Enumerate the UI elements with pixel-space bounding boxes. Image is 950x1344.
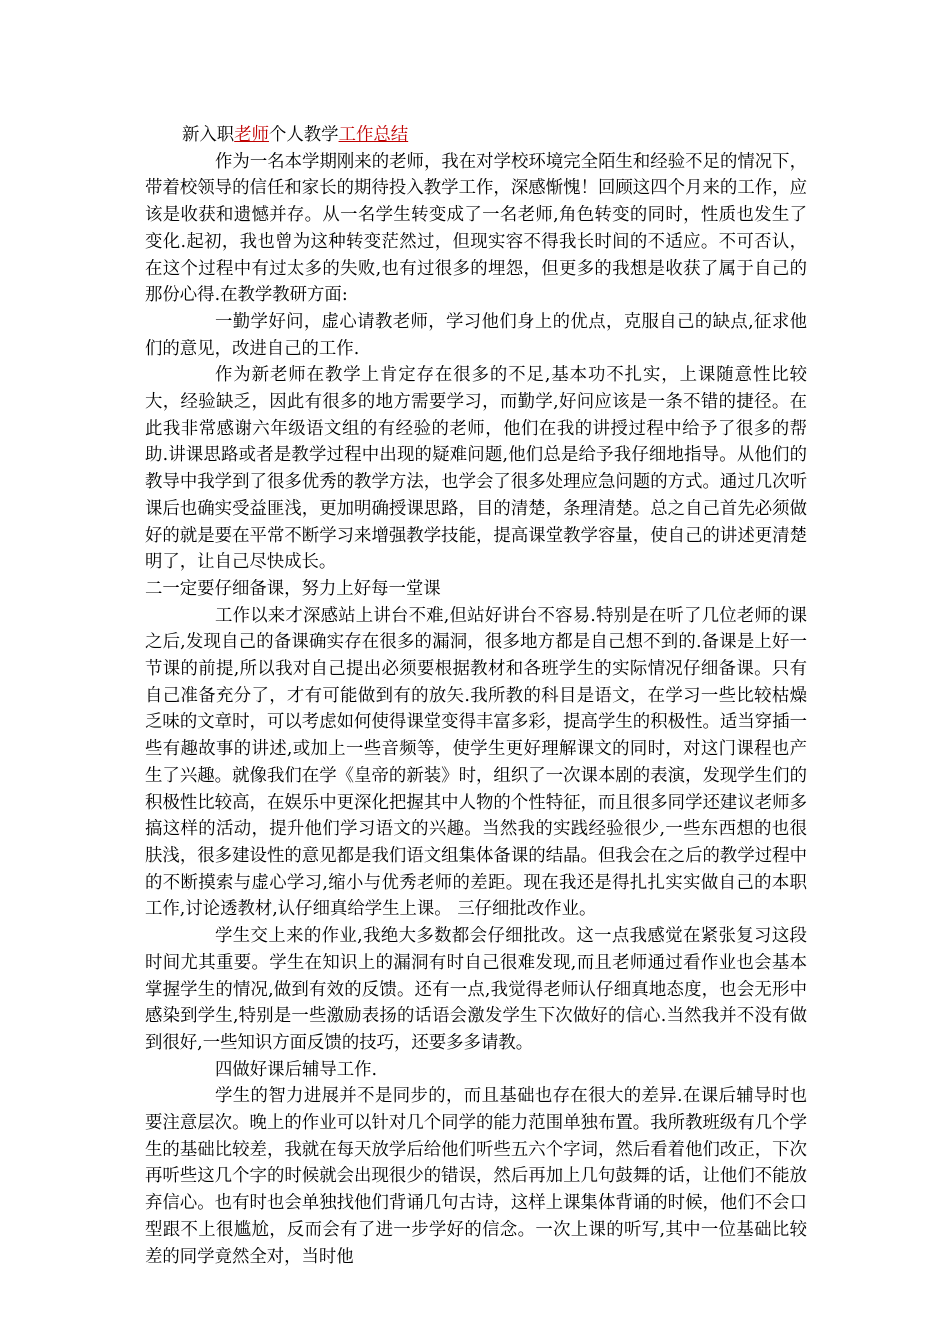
document-page (145, 122, 807, 1270)
document-title (145, 122, 807, 149)
paragraph-section-4-body: 学生的智力进展并不是同步的，而且基础也存在很大的差异.在课后辅导时也要注意层次。晚上的作业可以针对几个同学的能力范围单独布置。我所教班级有几个学生的基础比较差，我就在每天放学后给他们听些五六个字词，然后看着他们改正，下次再听些这几个字的时候就会出现很少的错误，然后再加上几句鼓舞的话，让他们不能放弃信心。也有时也会单独找他们背诵几句古诗，这样上课集体背诵的时候，他们不会口型跟不上很尴尬，反而会有了进一步学好的信念。一次上课的听写,其中一位基础比较差的同学竟然全对，当时他 (145, 1086, 807, 1267)
paragraph-section-3-body: 学生交上来的作业,我绝大多数都会仔细批改。这一点我感觉在紧张复习这段时间尤其重要。学生在知识上的漏洞有时自己很难发现,而且老师通过看作业也会基本掌握学生的情况,做到有效的反馈。还有一点,我觉得老师认仔细真地态度，也会无形中感染到学生,特别是一些激励表扬的话语会激发学生下次做好的信心.当然我并不没有做到很好,一些知识方面反馈的技巧，还要多多请教。 (145, 926, 807, 1053)
title-link-work-summary[interactable]: 工作总结 (338, 125, 409, 145)
paragraph-section-1-heading: 一勤学好问，虚心请教老师，学习他们身上的优点，克服自己的缺点,征求他们的意见，改进自己的工作. (145, 311, 807, 359)
paragraph-intro: 作为一名本学期刚来的老师，我在对学校环境完全陌生和经验不足的情况下，带着校领导的信任和家长的期待投入教学工作，深感惭愧！回顾这四个月来的工作，应该是收获和遗憾并存。从一名学生转变成了一名老师,角色转变的同时，性质也发生了变化.起初，我也曾为这种转变茫然过，但现实容不得我长时间的不适应。不可否认，在这个过程中有过太多的失败,也有过很多的埋怨，但更多的我想是收获了属于自己的那份心得.在教学教研方面: (145, 151, 807, 306)
paragraph-section-2-body: 工作以来才深感站上讲台不难,但站好讲台不容易.特别是在听了几位老师的课之后,发现自己的备课确实存在很多的漏洞，很多地方都是自己想不到的.备课是上好一节课的前提,所以我对自己提出必须要根据教材和各班学生的实际情况仔细备课。只有自己准备充分了，才有可能做到有的放矢.我所教的科目是语文，在学习一些比较枯燥乏味的文章时，可以考虑如何使得课堂变得丰富多彩，提高学生的积极性。适当穿插一些有趣故事的讲述,或加上一些音频等，使学生更好理解课文的同时，对这门课程也产生了兴趣。就像我们在学《皇帝的新装》时，组织了一次课本剧的表演，发现学生们的积极性比较高，在娱乐中更深化把握其中人物的个性特征，而且很多同学还建议老师多搞这样的活动，提升他们学习语文的兴趣。当然我的实践经验很少,一些东西想的也很肤浅，很多建设性的意见都是我们语文组集体备课的结晶。但我会在之后的教学过程中的不断摸索与虚心学习,缩小与优秀老师的差距。现在我还是得扎扎实实做自己的本职工作,讨论透教材,认仔细真给学生上课。 三仔细批改作业。 (145, 605, 807, 920)
paragraph-section-4-heading: 四做好课后辅导工作. (215, 1059, 378, 1080)
paragraph-section-1-body: 作为新老师在教学上肯定存在很多的不足,基本功不扎实，上课随意性比较大，经验缺乏，因此有很多的地方需要学习，而勤学,好问应该是一条不错的捷径。在此我非常感谢六年级语文组的有经验的老师，他们在我的讲授过程中给予了很多的帮助.讲课思路或者是教学过程中出现的疑难问题,他们总是给予我仔细地指导。从他们的教导中我学到了很多优秀的教学方法，也学会了很多处理应急问题的方式。通过几次听课后也确实受益匪浅，更加明确授课思路，目的清楚，条理清楚。总之自己首先必须做好的就是要在平常不断学习来增强教学技能，提高课堂教学容量，使自己的讲述更清楚明了，让自己尽快成长。 (145, 365, 807, 573)
title-link-teacher[interactable]: 老师 (234, 125, 269, 145)
title-text-2: 个人教学 (268, 125, 339, 145)
paragraph-section-2-heading: 二一定要仔细备课，努力上好每一堂课 (145, 578, 441, 599)
title-text-1: 新入职 (182, 125, 235, 145)
